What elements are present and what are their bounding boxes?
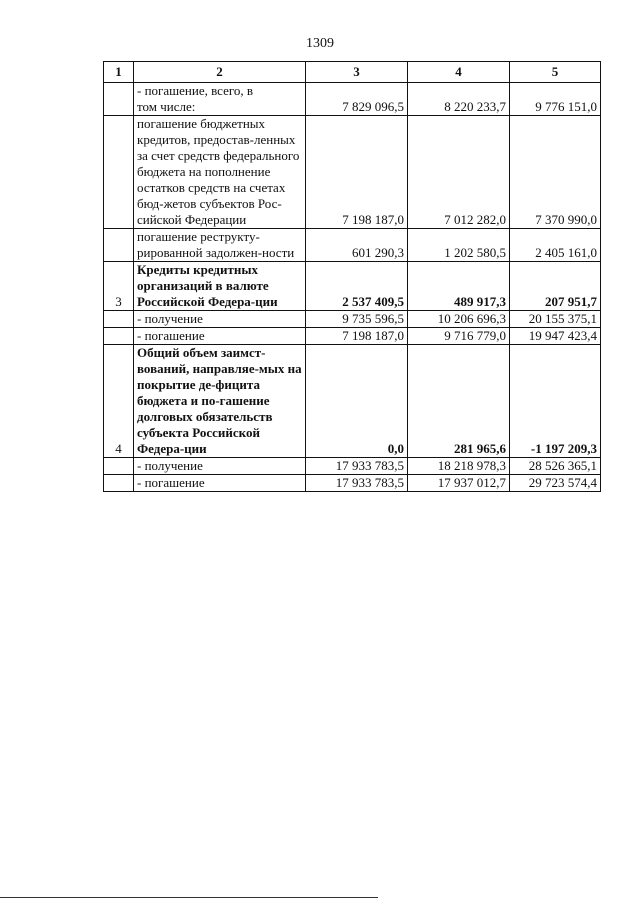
value-cell: 1 202 580,5 <box>408 229 510 262</box>
column-header: 5 <box>510 62 601 83</box>
table-row <box>104 311 601 328</box>
row-label: - получение <box>134 311 306 328</box>
value-cell: 20 155 375,1 <box>510 311 601 328</box>
row-label <box>134 83 306 116</box>
row-number <box>104 328 134 345</box>
column-header: 4 <box>408 62 510 83</box>
value-cell: 17 937 012,7 <box>408 475 510 492</box>
row-number <box>104 229 134 262</box>
value-cell: 18 218 978,3 <box>408 458 510 475</box>
value-cell: 207 951,7 <box>510 262 601 311</box>
value-cell: 17 933 783,5 <box>306 458 408 475</box>
table-row <box>104 262 601 311</box>
value-cell: -1 197 209,3 <box>510 345 601 458</box>
table-row <box>104 328 601 345</box>
table-header-row <box>104 62 601 83</box>
budget-borrowings-table <box>103 61 601 492</box>
row-label: погашение бюджетных кредитов, предостав-ленных за счет средств федерального бюджета на пополнение остатков средств на счетах бюд-жетов субъектов Рос-сийской Федерации <box>134 116 306 229</box>
row-number: 3 <box>104 262 134 311</box>
row-label: - получение <box>134 458 306 475</box>
value-cell: 17 933 783,5 <box>306 475 408 492</box>
page-number: 1309 <box>306 36 334 51</box>
row-label-text: - погашение, всего, в том числе: <box>137 83 254 114</box>
row-label: - погашение <box>134 328 306 345</box>
value-cell: 9 735 596,5 <box>306 311 408 328</box>
table-row <box>104 458 601 475</box>
row-number <box>104 475 134 492</box>
value-cell: 9 776 151,0 <box>510 83 601 116</box>
value-cell: 8 220 233,7 <box>408 83 510 116</box>
table-row <box>104 475 601 492</box>
value-cell: 7 198 187,0 <box>306 116 408 229</box>
footer-divider <box>0 897 378 898</box>
column-header: 3 <box>306 62 408 83</box>
value-cell: 601 290,3 <box>306 229 408 262</box>
row-number <box>104 311 134 328</box>
row-number <box>104 116 134 229</box>
table-row <box>104 116 601 229</box>
value-cell: 2 405 161,0 <box>510 229 601 262</box>
row-number: 4 <box>104 345 134 458</box>
value-cell: 0,0 <box>306 345 408 458</box>
value-cell: 7 012 282,0 <box>408 116 510 229</box>
value-cell: 10 206 696,3 <box>408 311 510 328</box>
value-cell: 29 723 574,4 <box>510 475 601 492</box>
value-cell: 489 917,3 <box>408 262 510 311</box>
value-cell: 2 537 409,5 <box>306 262 408 311</box>
value-cell: 28 526 365,1 <box>510 458 601 475</box>
row-number <box>104 458 134 475</box>
row-label: погашение реструкту-рированной задолжен-ности <box>134 229 306 262</box>
value-cell: 7 829 096,5 <box>306 83 408 116</box>
value-cell: 19 947 423,4 <box>510 328 601 345</box>
value-cell: 7 370 990,0 <box>510 116 601 229</box>
column-header: 2 <box>134 62 306 83</box>
row-number <box>104 83 134 116</box>
value-cell: 281 965,6 <box>408 345 510 458</box>
row-label: Общий объем заимст-вований, направляе-мых на покрытие де-фицита бюджета и по-гашение долговых обязательств субъекта Российской Федера-ции <box>134 345 306 458</box>
column-header: 1 <box>104 62 134 83</box>
row-label: - погашение <box>134 475 306 492</box>
value-cell: 7 198 187,0 <box>306 328 408 345</box>
value-cell: 9 716 779,0 <box>408 328 510 345</box>
table-row <box>104 229 601 262</box>
row-label: Кредиты кредитных организаций в валюте Российской Федера-ции <box>134 262 306 311</box>
table-row <box>104 345 601 458</box>
table-row <box>104 83 601 116</box>
